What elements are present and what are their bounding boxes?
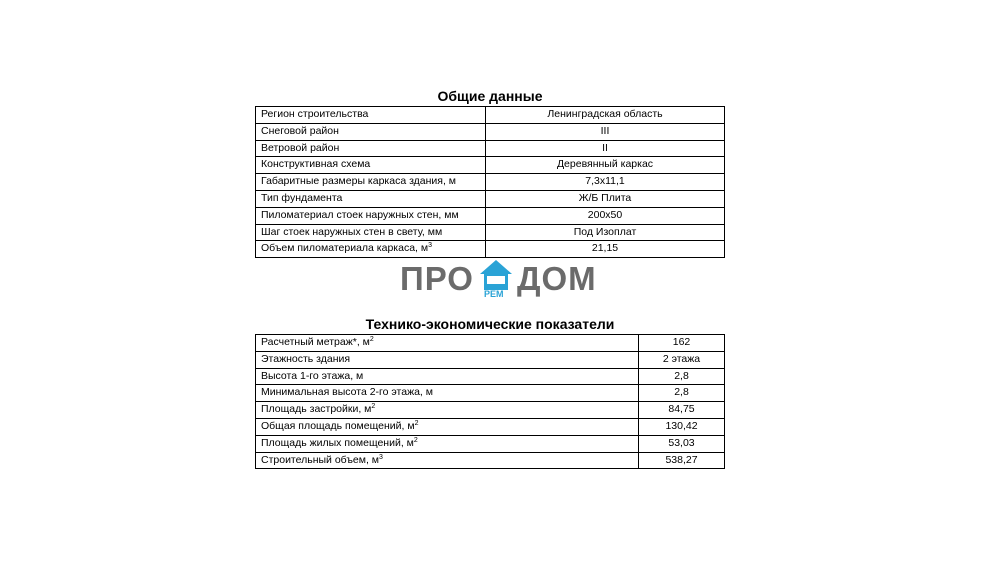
row-label-cell — [256, 241, 486, 258]
tep-title: Технико-экономические показатели — [365, 316, 615, 332]
row-label-cell — [256, 402, 639, 419]
table-row — [256, 402, 725, 419]
row-label: Объем пиломатериала каркаса, м — [261, 242, 429, 255]
tep-table — [255, 334, 725, 469]
row-value: Деревянный каркас — [486, 157, 725, 174]
unit-exponent: 2 — [369, 336, 374, 343]
row-label-cell — [256, 435, 639, 452]
row-value: 21,15 — [486, 241, 725, 258]
table-row — [256, 452, 725, 469]
house-icon — [478, 258, 514, 292]
logo-sub: РЕМ — [484, 289, 504, 299]
row-value: Ленинградская область — [486, 107, 725, 124]
row-label-cell — [256, 207, 486, 224]
row-value: 2,8 — [639, 385, 725, 402]
table-row — [256, 174, 725, 191]
table-row — [256, 241, 725, 258]
row-label: Конструктивная схема — [261, 158, 371, 171]
table-row — [256, 435, 725, 452]
row-value: 538,27 — [639, 452, 725, 469]
row-value: 162 — [639, 335, 725, 352]
row-label: Тип фундамента — [261, 191, 343, 204]
row-label: Шаг стоек наружных стен в свету, мм — [261, 225, 443, 238]
table-row — [256, 207, 725, 224]
row-label-cell — [256, 123, 486, 140]
unit-exponent: 3 — [428, 242, 433, 250]
row-label-cell — [256, 174, 486, 191]
row-label: Площадь застройки, м — [261, 403, 372, 416]
prodom-logo — [400, 258, 600, 302]
row-label-cell — [256, 157, 486, 174]
table-row — [256, 140, 725, 157]
table-row — [256, 418, 725, 435]
table-row — [256, 190, 725, 207]
table-row — [256, 351, 725, 368]
row-value: 130,42 — [639, 418, 725, 435]
table-row — [256, 385, 725, 402]
row-label: Высота 1-го этажа, м — [261, 369, 364, 382]
row-value: 84,75 — [639, 402, 725, 419]
row-value: 53,03 — [639, 435, 725, 452]
row-label-cell — [256, 368, 639, 385]
row-value: Ж/Б Плита — [486, 190, 725, 207]
row-label: Строительный объем, м — [261, 453, 380, 466]
row-label: Общая площадь помещений, м — [261, 419, 415, 432]
unit-exponent: 2 — [413, 436, 418, 444]
row-value: II — [486, 140, 725, 157]
unit-exponent: 2 — [371, 403, 376, 411]
row-label: Расчетный метраж*, м — [261, 336, 370, 348]
row-label: Ветровой район — [261, 141, 340, 154]
row-label: Этажность здания — [261, 352, 351, 365]
table-row — [256, 157, 725, 174]
row-label: Регион строительства — [261, 108, 369, 120]
row-label-cell — [256, 418, 639, 435]
row-label-cell — [256, 140, 486, 157]
row-label-cell — [256, 452, 639, 469]
row-label: Площадь жилых помещений, м — [261, 436, 414, 449]
row-label-cell — [256, 335, 639, 352]
row-label: Снеговой район — [261, 124, 339, 137]
row-value: 2,8 — [639, 368, 725, 385]
row-value: Под Изоплат — [486, 224, 725, 241]
logo-word-right: ДОМ — [517, 260, 597, 297]
unit-exponent: 3 — [379, 453, 383, 461]
general-data-table — [255, 106, 725, 258]
row-label-cell — [256, 107, 486, 124]
unit-exponent: 2 — [414, 419, 419, 427]
row-label-cell — [256, 385, 639, 402]
row-label: Габаритные размеры каркаса здания, м — [261, 175, 457, 188]
row-value: 200х50 — [486, 207, 725, 224]
row-label-cell — [256, 224, 486, 241]
row-value: 2 этажа — [639, 351, 725, 368]
general-data-title: Общие данные — [437, 88, 543, 104]
logo-word-left: ПРО — [400, 260, 474, 297]
row-value: III — [486, 123, 725, 140]
row-label-cell — [256, 190, 486, 207]
row-label: Минимальная высота 2-го этажа, м — [261, 386, 433, 399]
table-row — [256, 335, 725, 352]
row-label-cell — [256, 351, 639, 368]
table-row — [256, 368, 725, 385]
row-label: Пиломатериал стоек наружных стен, мм — [261, 208, 459, 221]
row-value: 7,3х11,1 — [486, 174, 725, 191]
table-row — [256, 123, 725, 140]
table-row — [256, 107, 725, 124]
table-row — [256, 224, 725, 241]
